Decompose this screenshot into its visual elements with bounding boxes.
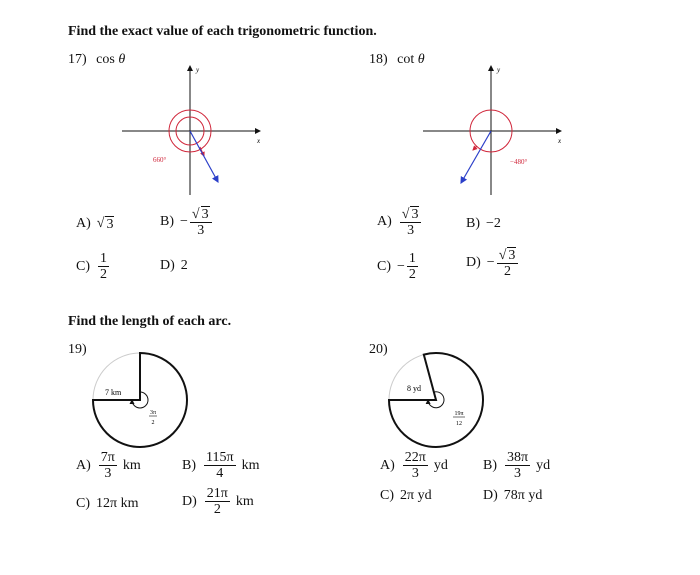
choice-letter: C) — [76, 496, 90, 511]
unit: km — [241, 457, 260, 473]
choice-value: 12π km — [96, 496, 139, 511]
question-number: 20) — [369, 342, 388, 357]
q18-choice-b[interactable] — [466, 216, 501, 232]
choice-value: 78π yd — [503, 488, 543, 503]
q18-choice-d[interactable] — [466, 247, 520, 280]
terminal-ray — [190, 131, 218, 182]
fraction: $\frac{115\pi}{4}$ — [206, 450, 234, 482]
fraction: $\frac{21\pi}{2}$ — [206, 486, 228, 518]
minus-sign: − — [486, 255, 495, 271]
angle-numerator: 19π — [454, 411, 464, 417]
y-axis-label: y — [497, 66, 501, 74]
choice-value: −2 — [486, 216, 501, 231]
choice-value: 2 — [180, 258, 188, 273]
function-name: cos — [96, 52, 115, 67]
minus-sign: − — [397, 258, 405, 274]
fraction: $\frac{7\pi}{3}$ — [100, 450, 115, 482]
x-axis-label: x — [257, 137, 261, 145]
q20-choice-b[interactable] — [483, 450, 550, 482]
question-number: 17) — [68, 52, 87, 67]
fraction: √ 3 2 — [497, 247, 519, 280]
fraction: $\frac{1}{2}$ — [408, 251, 416, 283]
angle-numerator: 3π — [149, 410, 157, 416]
q19-choice-a[interactable] — [76, 450, 141, 482]
q18-angle-diagram — [415, 60, 585, 200]
fraction: $\frac{38\pi}{3}$ — [507, 450, 529, 482]
question-number: 18) — [369, 52, 388, 67]
q20-sector-diagram — [381, 345, 491, 455]
terminal-ray — [461, 131, 491, 183]
choice-letter: C) — [377, 258, 391, 274]
unit: km — [235, 493, 254, 509]
q17-angle-diagram — [110, 60, 280, 200]
angle-denominator: 2 — [151, 420, 155, 426]
q18-choice-c[interactable] — [377, 251, 420, 283]
y-axis-label: y — [196, 66, 200, 74]
choice-letter: B) — [466, 216, 480, 231]
choice-letter: C) — [380, 488, 394, 503]
radius-label: 8 yd — [407, 384, 421, 393]
q19-choice-d[interactable] — [182, 486, 254, 518]
unit: yd — [536, 457, 551, 473]
q20-choice-a[interactable] — [380, 450, 448, 482]
fraction: $\frac{22\pi}{3}$ — [404, 450, 426, 482]
choice-letter: B) — [160, 214, 174, 230]
fraction: $\frac{1}{2}$ — [100, 251, 107, 283]
angle-label: −480° — [510, 158, 528, 166]
section-heading-arc: Find the length of each arc. — [68, 314, 232, 329]
choice-letter: B) — [182, 457, 196, 473]
q18-choice-a[interactable] — [377, 206, 423, 239]
theta-symbol: θ — [417, 52, 425, 67]
q19-sector-diagram — [85, 345, 195, 455]
choice-letter: C) — [76, 258, 90, 274]
angle-denominator: 12 — [456, 421, 462, 427]
function-name: cot — [397, 52, 415, 67]
question-19-label — [68, 342, 87, 358]
unit: km — [122, 457, 141, 473]
angle-label: 660° — [153, 156, 167, 164]
choice-value: 2π yd — [400, 488, 432, 503]
fraction: √ 3 3 — [190, 206, 212, 239]
sqrt-expression: √ 3 — [96, 216, 114, 232]
choice-letter: A) — [377, 214, 392, 230]
q19-choice-c[interactable] — [76, 496, 138, 512]
choice-letter: A) — [380, 457, 395, 473]
choice-letter: A) — [76, 216, 91, 232]
choice-letter: D) — [160, 258, 175, 273]
choice-letter: D) — [182, 493, 197, 509]
choice-letter: B) — [483, 457, 497, 473]
choice-letter: D) — [466, 255, 481, 271]
theta-symbol: θ — [118, 52, 126, 67]
q17-choice-b[interactable] — [160, 206, 214, 239]
choice-letter: D) — [483, 488, 498, 503]
radius-label: 7 km — [105, 388, 122, 397]
unit: yd — [433, 457, 448, 473]
angle-arc-arrow — [473, 146, 477, 150]
minus-sign: − — [180, 214, 188, 230]
q17-choice-d[interactable] — [160, 258, 188, 274]
q17-choice-a[interactable] — [76, 216, 114, 232]
question-number: 19) — [68, 342, 87, 357]
q20-choice-d[interactable] — [483, 488, 542, 504]
q19-choice-b[interactable] — [182, 450, 259, 482]
q20-choice-c[interactable] — [380, 488, 432, 504]
fraction: √ 3 3 — [400, 206, 422, 239]
choice-letter: A) — [76, 457, 91, 473]
section-heading-trig: Find the exact value of each trigonometric function. — [68, 24, 377, 39]
q17-choice-c[interactable] — [76, 251, 111, 283]
x-axis-label: x — [558, 137, 562, 145]
